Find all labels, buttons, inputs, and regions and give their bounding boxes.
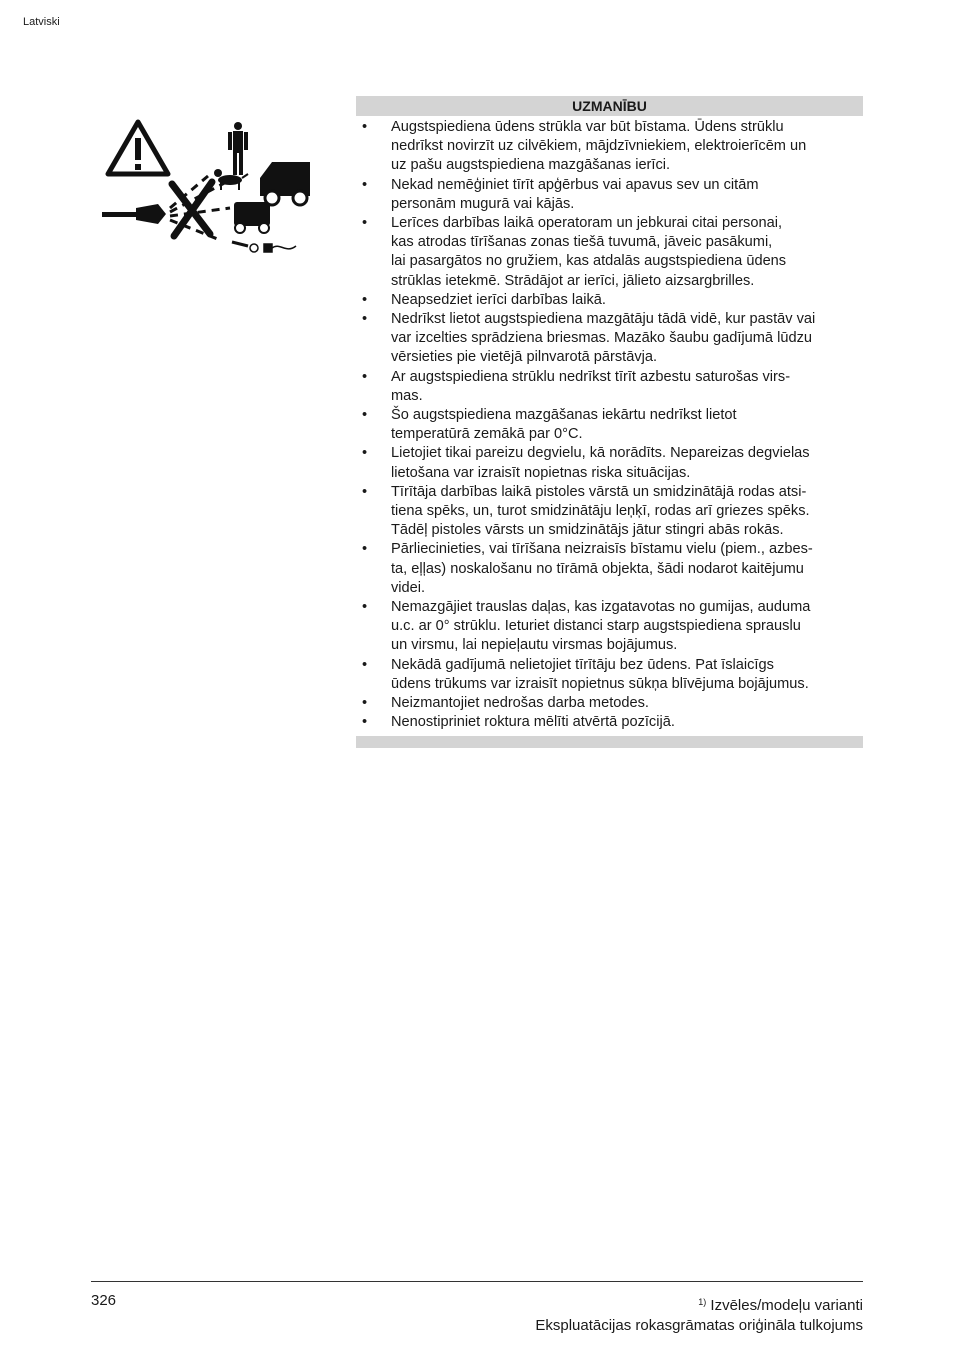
caution-box <box>356 96 863 748</box>
bullet: • <box>362 656 368 673</box>
bullet: • <box>362 407 368 424</box>
language-label: Latviski <box>23 16 60 28</box>
bullet: • <box>362 714 368 731</box>
caution-item <box>356 368 863 406</box>
caution-footer-bar <box>356 736 863 748</box>
bullet: • <box>362 445 368 462</box>
caution-item-text: Lerīces darbības laikā operatoram un jebkurai citai personai, kas atrodas tīrīšanas zonas tiešā tuvumā, jāveic pasākumi, lai pasargātos no gružiem, kas atdalās augstspiediena ūdens strūklas ietekmē. Strādājot ar ierīci, jālieto aizsargbrilles. <box>391 215 787 289</box>
caution-item <box>356 540 863 598</box>
footnote-mark: 1) <box>698 1297 707 1307</box>
caution-list <box>356 116 863 736</box>
caution-item-text: Nemazgājiet trauslas daļas, kas izgatavotas no gumijas, auduma u.c. ar 0° strūklu. Ieturiet distanci starp augstspiediena sprauslu un virsmu, lai nepieļautu virsmas bojājumus. <box>391 599 811 654</box>
caution-item <box>356 694 863 713</box>
caution-item <box>356 118 863 176</box>
warning-pictogram <box>100 116 310 266</box>
caution-item-text: Ar augstspiediena strūklu nedrīkst tīrīt azbestu saturošas virs- mas. <box>391 368 791 404</box>
footnote <box>535 1292 863 1316</box>
caution-item-text: Nenostipriniet roktura mēlīti atvērtā pozīcijā. <box>391 714 675 731</box>
person-icon <box>228 122 248 175</box>
caution-item <box>356 176 863 214</box>
caution-item <box>356 444 863 482</box>
caution-item-text: Lietojiet tikai pareizu degvielu, kā norādīts. Nepareizas degvielas lietošana var izraisīt nopietnas riska situācijas. <box>391 445 810 481</box>
caution-item <box>356 291 863 310</box>
document-subtitle: Ekspluatācijas rokasgrāmatas oriģināla tulkojums <box>535 1317 863 1334</box>
caution-item-text: Tīrītāja darbības laikā pistoles vārstā un smidzinātājā rodas atsi- tiena spēks, un, turot smidzinātāju leņķī, rodas arī griezes spēks. Tādēļ pistoles vārsts un smidzinātājs jātur stingri abās rokās. <box>391 483 810 539</box>
bullet: • <box>362 541 368 558</box>
electric-plug-icon <box>232 242 296 252</box>
caution-item-text: Nedrīkst lietot augstspiediena mazgātāju tādā vidē, kur pastāv vai var izcelties sprādziena briesmas. Mazāko šaubu gadījumā lūdzu vērsieties pie vietējā pilnvarotā pārstāvja. <box>391 311 816 366</box>
pressure-washer-icon <box>234 202 270 233</box>
footer-notes <box>535 1292 863 1336</box>
bullet: • <box>362 483 368 500</box>
caution-title: UZMANĪBU <box>356 96 863 116</box>
bullet: • <box>362 695 368 712</box>
caution-item <box>356 656 863 694</box>
footnote-text: Izvēles/modeļu varianti <box>710 1297 863 1314</box>
bullet: • <box>362 291 368 308</box>
caution-item-text: Nekad nemēģiniet tīrīt apģērbus vai apavus sev un citām personām mugurā vai kājās. <box>391 176 759 212</box>
bullet: • <box>362 176 368 193</box>
warning-triangle-icon <box>108 122 168 174</box>
caution-item <box>356 406 863 444</box>
bullet: • <box>362 599 368 616</box>
bullet: • <box>362 368 368 385</box>
caution-item <box>356 483 863 541</box>
caution-item-text: Neizmantojiet nedrošas darba metodes. <box>391 695 649 712</box>
caution-item-text: Pārliecinieties, vai tīrīšana neizraisīs bīstamu vielu (piem., azbes- ta, eļļas) noskalošanu no tīrāmā objekta, šādi nodarot kaitējumu videi. <box>391 541 813 596</box>
caution-item-text: Nekādā gadījumā nelietojiet tīrītāju bez ūdens. Pat īslaicīgs ūdens trūkums var izraisīt nopietnus sūkņa blīvējuma bojājumus. <box>391 656 809 692</box>
bullet: • <box>362 119 368 135</box>
caution-item <box>356 598 863 656</box>
caution-item <box>356 713 863 732</box>
caution-item <box>356 310 863 368</box>
bullet: • <box>362 311 368 328</box>
caution-item-text: Šo augstspiediena mazgāšanas iekārtu nedrīkst lietot temperatūrā zemākā par 0°C. <box>391 407 737 443</box>
caution-item <box>356 214 863 291</box>
vehicle-icon <box>260 162 310 205</box>
bullet: • <box>362 215 368 232</box>
page-number: 326 <box>91 1292 117 1309</box>
footer-divider <box>91 1281 863 1282</box>
caution-item-text: Neapsedziet ierīci darbības laikā. <box>391 291 606 308</box>
caution-item-text: Augstspiediena ūdens strūkla var būt bīstama. Ūdens strūklu nedrīkst novirzīt uz cilvēkiem, mājdzīvniekiem, elektroierīcēm un uz pašu augstspiediena mazgāšanas ierīci. <box>391 119 807 174</box>
